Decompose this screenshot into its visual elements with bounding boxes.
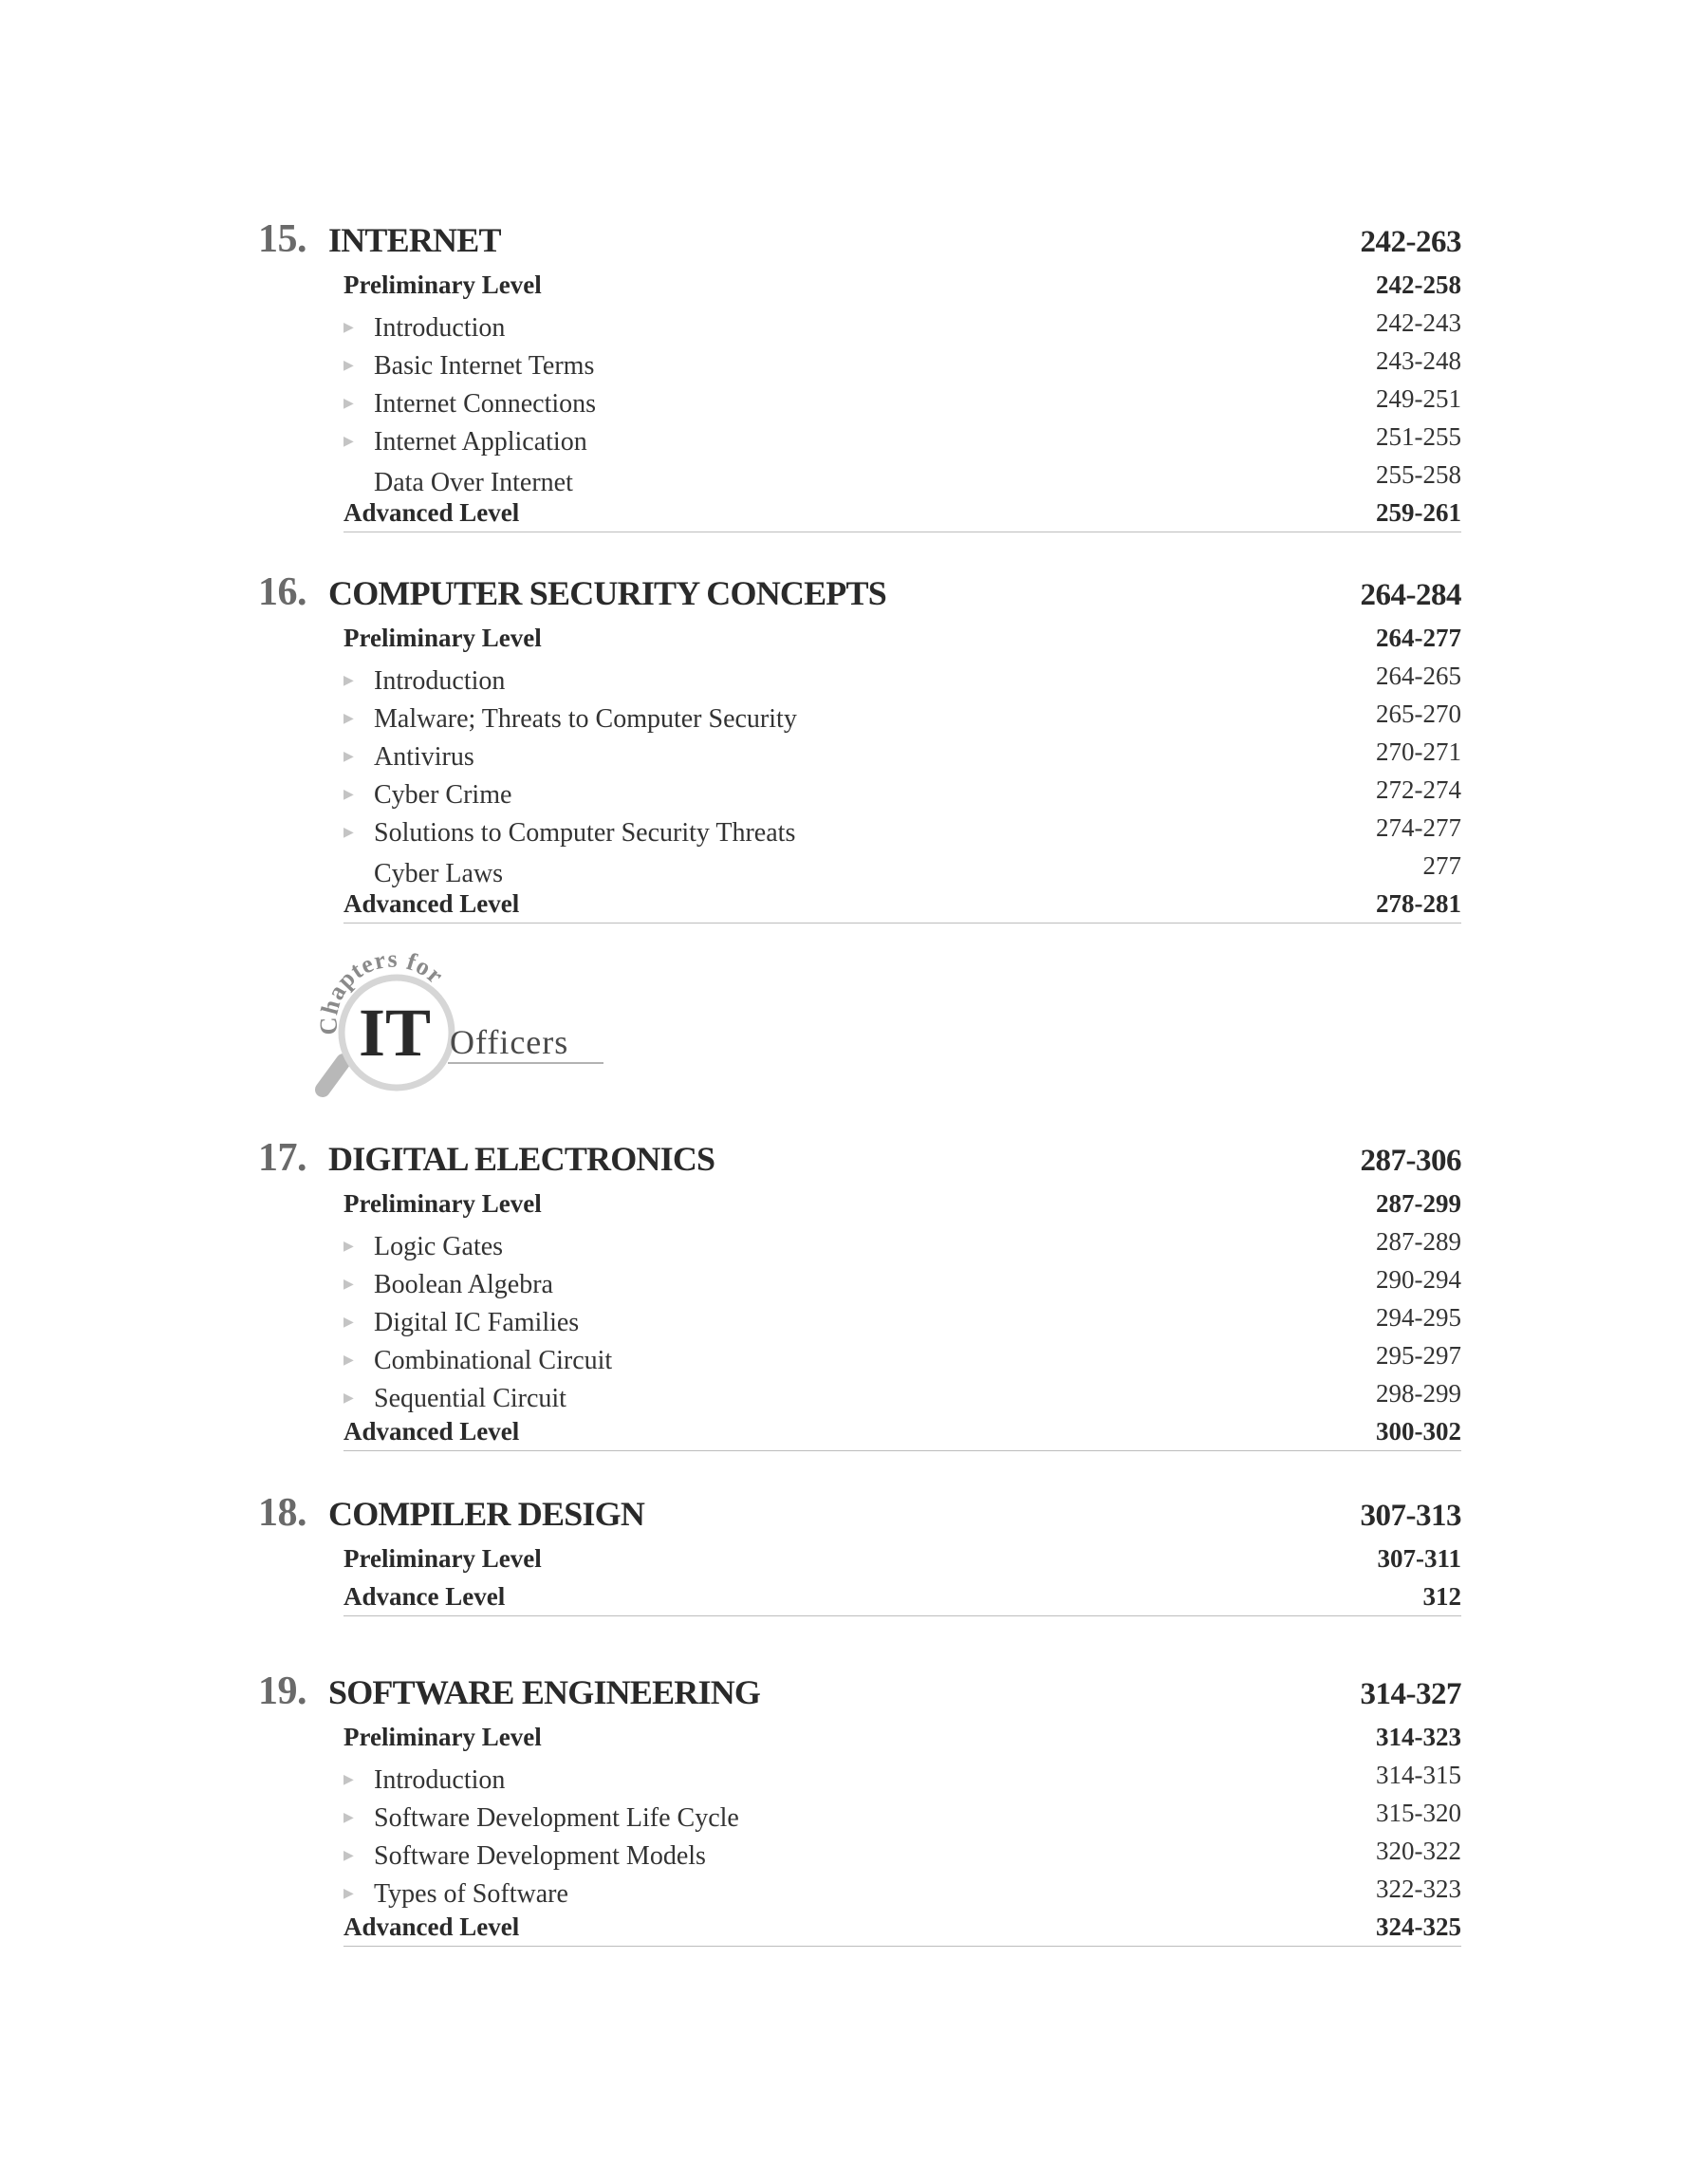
topic-label: Basic Internet Terms xyxy=(374,351,595,381)
chapter-page-range: 242-263 xyxy=(1360,225,1461,259)
triangle-bullet-icon: ▶ xyxy=(343,1849,354,1863)
topic-row xyxy=(343,1336,1461,1374)
chapter-number: 19. xyxy=(258,1670,306,1713)
row-label xyxy=(343,1718,542,1756)
chapter-page-range: 264-284 xyxy=(1360,578,1461,612)
level-label: Preliminary Level xyxy=(343,1544,542,1573)
topic-label: Combinational Circuit xyxy=(374,1346,613,1375)
triangle-bullet-icon: ▶ xyxy=(343,435,354,449)
topic-row xyxy=(343,1260,1461,1298)
topic-row xyxy=(343,847,1461,888)
topic-label: Introduction xyxy=(374,313,506,343)
row-page-range: 242-258 xyxy=(1376,271,1461,299)
chapter-contents-list xyxy=(343,1718,1461,1947)
chapter-number: 16. xyxy=(258,570,306,614)
topic-row xyxy=(343,1870,1461,1908)
row-page-range: 249-251 xyxy=(1376,384,1461,413)
topic-row xyxy=(343,304,1461,342)
triangle-bullet-icon: ▶ xyxy=(343,1315,354,1330)
row-page-range: 277 xyxy=(1422,851,1461,880)
level-label: Preliminary Level xyxy=(343,271,542,299)
row-page-range: 314-323 xyxy=(1376,1723,1461,1751)
row-page-range: 324-325 xyxy=(1376,1912,1461,1941)
chapter-title: SOFTWARE ENGINEERING xyxy=(328,1673,761,1711)
row-label xyxy=(343,738,474,776)
topic-label: Software Development Life Cycle xyxy=(374,1803,739,1833)
level-row xyxy=(343,885,1461,923)
chapter-heading-left xyxy=(258,1135,715,1181)
triangle-bullet-icon: ▶ xyxy=(343,1391,354,1406)
chapters-for-it-officers-logo xyxy=(309,947,622,1118)
row-page-range: 314-315 xyxy=(1376,1761,1461,1789)
triangle-bullet-icon: ▶ xyxy=(343,1811,354,1825)
chapter-heading xyxy=(258,1490,1461,1539)
triangle-bullet-icon: ▶ xyxy=(343,1773,354,1787)
topic-row xyxy=(343,1756,1461,1794)
chapter-page-range: 314-327 xyxy=(1360,1677,1461,1711)
row-label xyxy=(343,309,505,347)
triangle-bullet-icon: ▶ xyxy=(343,1353,354,1368)
row-label xyxy=(343,385,596,423)
level-row xyxy=(343,266,1461,304)
row-label xyxy=(343,266,542,304)
level-row xyxy=(343,619,1461,657)
row-page-range: 287-299 xyxy=(1376,1189,1461,1218)
topic-label: Sequential Circuit xyxy=(374,1384,566,1413)
row-page-range: 272-274 xyxy=(1376,775,1461,804)
chapter-section xyxy=(258,1135,1461,1451)
chapter-title: DIGITAL ELECTRONICS xyxy=(328,1140,715,1178)
chapter-heading xyxy=(258,569,1461,619)
topic-row xyxy=(343,456,1461,497)
level-row xyxy=(343,1412,1461,1450)
topic-row xyxy=(343,1794,1461,1832)
row-label xyxy=(343,1266,553,1304)
row-label xyxy=(343,662,505,700)
row-page-range: 315-320 xyxy=(1376,1799,1461,1827)
level-label: Advance Level xyxy=(343,1582,506,1611)
topic-label: Solutions to Computer Security Threats xyxy=(374,818,796,848)
topic-label: Software Development Models xyxy=(374,1841,706,1871)
row-label xyxy=(343,1908,519,1946)
chapter-contents-list xyxy=(343,619,1461,924)
topic-row xyxy=(343,380,1461,418)
topic-label: Boolean Algebra xyxy=(374,1270,553,1299)
magnifier-handle-icon xyxy=(323,1061,343,1090)
row-label xyxy=(343,885,519,923)
triangle-bullet-icon: ▶ xyxy=(343,826,354,840)
row-label xyxy=(343,776,511,814)
row-page-range: 287-289 xyxy=(1376,1227,1461,1256)
row-page-range: 322-323 xyxy=(1376,1875,1461,1903)
chapter-contents-list xyxy=(343,266,1461,532)
row-label xyxy=(343,1838,706,1875)
triangle-bullet-icon: ▶ xyxy=(343,788,354,802)
level-row xyxy=(343,1718,1461,1756)
row-page-range: 278-281 xyxy=(1376,889,1461,918)
topic-label: Digital IC Families xyxy=(374,1308,580,1337)
chapter-number: 17. xyxy=(258,1136,306,1180)
row-page-range: 243-248 xyxy=(1376,346,1461,375)
row-label xyxy=(343,1800,739,1838)
topic-label: Introduction xyxy=(374,1765,506,1795)
row-label xyxy=(343,1342,612,1380)
level-row xyxy=(343,1539,1461,1577)
chapter-heading-left xyxy=(258,569,886,615)
row-label xyxy=(343,423,587,461)
row-page-range: 294-295 xyxy=(1376,1303,1461,1332)
triangle-bullet-icon: ▶ xyxy=(343,674,354,688)
chapter-section xyxy=(258,1669,1461,1947)
chapter-section xyxy=(258,569,1461,924)
topic-label: Internet Application xyxy=(374,427,587,457)
triangle-bullet-icon: ▶ xyxy=(343,1240,354,1254)
row-page-range: 295-297 xyxy=(1376,1341,1461,1370)
level-label: Advanced Level xyxy=(343,889,520,918)
topic-row xyxy=(343,809,1461,847)
chapter-heading-left xyxy=(258,216,501,262)
level-label: Preliminary Level xyxy=(343,1723,542,1751)
row-label xyxy=(343,619,542,657)
row-label xyxy=(343,1412,519,1450)
topic-label: Malware; Threats to Computer Security xyxy=(374,704,797,734)
chapter-title: COMPUTER SECURITY CONCEPTS xyxy=(328,574,886,612)
row-label xyxy=(343,700,797,738)
chapter-contents-list xyxy=(343,1185,1461,1451)
topic-label: Internet Connections xyxy=(374,389,597,419)
chapter-heading xyxy=(258,1669,1461,1718)
triangle-bullet-icon: ▶ xyxy=(343,321,354,335)
triangle-bullet-icon: ▶ xyxy=(343,397,354,411)
chapter-heading-left xyxy=(258,1669,760,1714)
row-label xyxy=(343,814,795,852)
level-row xyxy=(343,494,1461,532)
topic-label: Antivirus xyxy=(374,742,474,772)
triangle-bullet-icon: ▶ xyxy=(343,1887,354,1901)
chapter-contents-list xyxy=(343,1539,1461,1616)
chapter-number: 18. xyxy=(258,1491,306,1535)
level-label: Advanced Level xyxy=(343,1417,520,1446)
chapter-heading xyxy=(258,1135,1461,1185)
chapter-title: COMPILER DESIGN xyxy=(328,1495,645,1533)
topic-row xyxy=(343,1222,1461,1260)
triangle-bullet-icon: ▶ xyxy=(343,712,354,726)
chapter-page-range: 307-313 xyxy=(1360,1499,1461,1533)
row-label xyxy=(343,494,519,532)
row-label xyxy=(343,1228,503,1266)
row-page-range: 290-294 xyxy=(1376,1265,1461,1294)
chapter-heading-left xyxy=(258,1490,644,1536)
topic-row xyxy=(343,1298,1461,1336)
topic-row xyxy=(343,418,1461,456)
topic-row xyxy=(343,1374,1461,1412)
logo-arc-text: Chapters for xyxy=(314,947,450,1036)
row-page-range: 264-277 xyxy=(1376,624,1461,652)
topic-row xyxy=(343,1832,1461,1870)
row-page-range: 298-299 xyxy=(1376,1379,1461,1408)
chapter-section xyxy=(258,216,1461,532)
chapter-page-range: 287-306 xyxy=(1360,1144,1461,1178)
level-row xyxy=(343,1908,1461,1946)
row-page-range: 265-270 xyxy=(1376,700,1461,728)
topic-label: Cyber Laws xyxy=(374,859,504,888)
row-label xyxy=(343,1185,542,1222)
triangle-bullet-icon: ▶ xyxy=(343,750,354,764)
row-page-range: 300-302 xyxy=(1376,1417,1461,1446)
row-label xyxy=(343,347,594,385)
logo-officers-text: Officers xyxy=(450,1023,569,1061)
level-row xyxy=(343,1185,1461,1222)
row-page-range: 242-243 xyxy=(1376,308,1461,337)
row-label xyxy=(343,1762,505,1800)
chapter-section xyxy=(258,1490,1461,1616)
level-label: Advanced Level xyxy=(343,498,520,527)
row-page-range: 307-311 xyxy=(1377,1544,1461,1573)
row-page-range: 270-271 xyxy=(1376,737,1461,766)
row-page-range: 251-255 xyxy=(1376,422,1461,451)
row-page-range: 259-261 xyxy=(1376,498,1461,527)
topic-label: Data Over Internet xyxy=(374,468,573,497)
row-page-range: 264-265 xyxy=(1376,662,1461,690)
level-label: Advanced Level xyxy=(343,1912,520,1941)
row-label xyxy=(343,1577,505,1615)
level-label: Preliminary Level xyxy=(343,1189,542,1218)
level-label: Preliminary Level xyxy=(343,624,542,652)
topic-label: Cyber Crime xyxy=(374,780,512,810)
row-page-range: 312 xyxy=(1422,1582,1461,1611)
chapter-number: 15. xyxy=(258,217,306,261)
topic-row xyxy=(343,695,1461,733)
logo-it-text: IT xyxy=(359,995,432,1071)
topic-row xyxy=(343,771,1461,809)
row-page-range: 320-322 xyxy=(1376,1837,1461,1865)
topic-row xyxy=(343,342,1461,380)
row-label xyxy=(343,1304,579,1342)
topic-label: Introduction xyxy=(374,666,506,696)
topic-label: Types of Software xyxy=(374,1879,568,1909)
triangle-bullet-icon: ▶ xyxy=(343,1278,354,1292)
row-page-range: 274-277 xyxy=(1376,813,1461,842)
chapter-title: INTERNET xyxy=(328,221,501,259)
chapter-heading xyxy=(258,216,1461,266)
topic-label: Logic Gates xyxy=(374,1232,504,1261)
row-page-range: 255-258 xyxy=(1376,460,1461,489)
row-label xyxy=(343,1539,542,1577)
topic-row xyxy=(343,733,1461,771)
level-row xyxy=(343,1577,1461,1615)
topic-row xyxy=(343,657,1461,695)
triangle-bullet-icon: ▶ xyxy=(343,359,354,373)
